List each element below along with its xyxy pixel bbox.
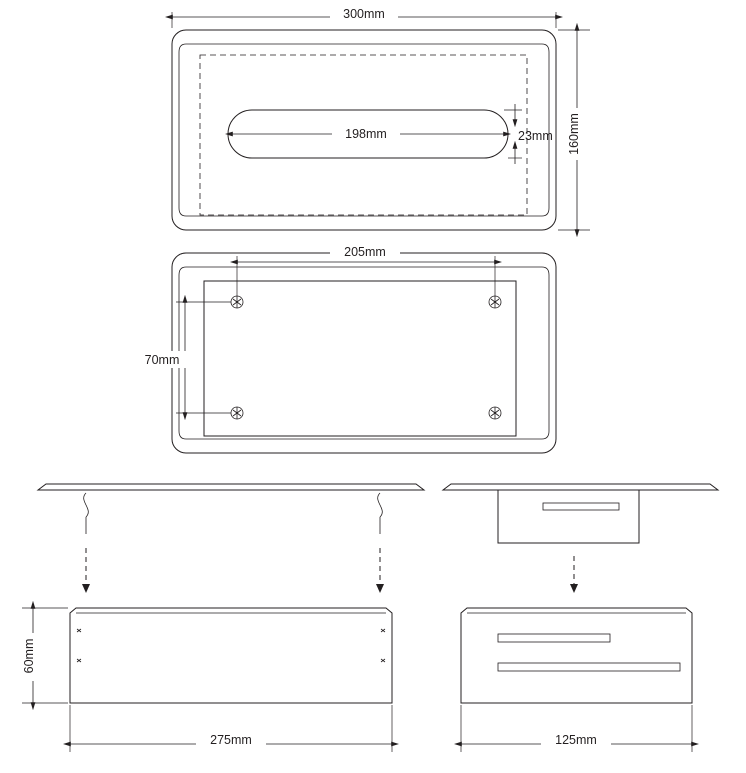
body-long-hole-tr: [381, 629, 385, 632]
edge-profile-left-flange: [38, 484, 424, 490]
fixing-hole-bottom-right-cross: [491, 407, 499, 419]
edge-profile-right-flange: [443, 484, 718, 490]
body-long-hole-tl: [77, 629, 81, 632]
body-short-outline: [461, 608, 692, 703]
fixing-hole-bottom-left-cross: [233, 407, 241, 419]
rear-view: [135, 243, 556, 453]
edge-profile-right-slot: [543, 503, 619, 510]
break-mark-right: [378, 493, 383, 534]
side-section-right: [443, 484, 718, 592]
edge-profile-right-body: [498, 490, 639, 543]
dim-label-198: 198mm: [345, 127, 387, 141]
rear-recess-box: [204, 281, 516, 436]
dim-label-70: 70mm: [144, 353, 180, 367]
fixing-hole-top-left-cross: [233, 296, 241, 308]
body-long-view: [22, 608, 392, 752]
fixing-hole-top-right-cross: [491, 296, 499, 308]
fixing-holes: [231, 296, 501, 419]
dim-label-60: 60mm: [22, 638, 36, 674]
body-long-fixing-marks: [77, 629, 385, 662]
rear-plate-outline: [172, 253, 556, 453]
break-mark-left: [84, 493, 89, 534]
body-long-hole-bl: [77, 659, 81, 662]
body-short-slot-upper: [498, 634, 610, 642]
front-view: [172, 6, 590, 230]
body-long-outline: [70, 608, 392, 703]
dim-label-300: 300mm: [343, 7, 385, 21]
dim-label-125: 125mm: [555, 733, 597, 747]
dim-label-275: 275mm: [210, 733, 252, 747]
dim-label-23: 23mm: [518, 129, 553, 143]
rear-plate-inner-edge: [179, 267, 549, 439]
body-long-hole-br: [381, 659, 385, 662]
body-short-slot-lower: [498, 663, 680, 671]
body-short-view: [461, 608, 692, 752]
dim-label-160: 160mm: [567, 113, 581, 155]
dim-label-205: 205mm: [344, 245, 386, 259]
side-section-left: [38, 484, 424, 592]
